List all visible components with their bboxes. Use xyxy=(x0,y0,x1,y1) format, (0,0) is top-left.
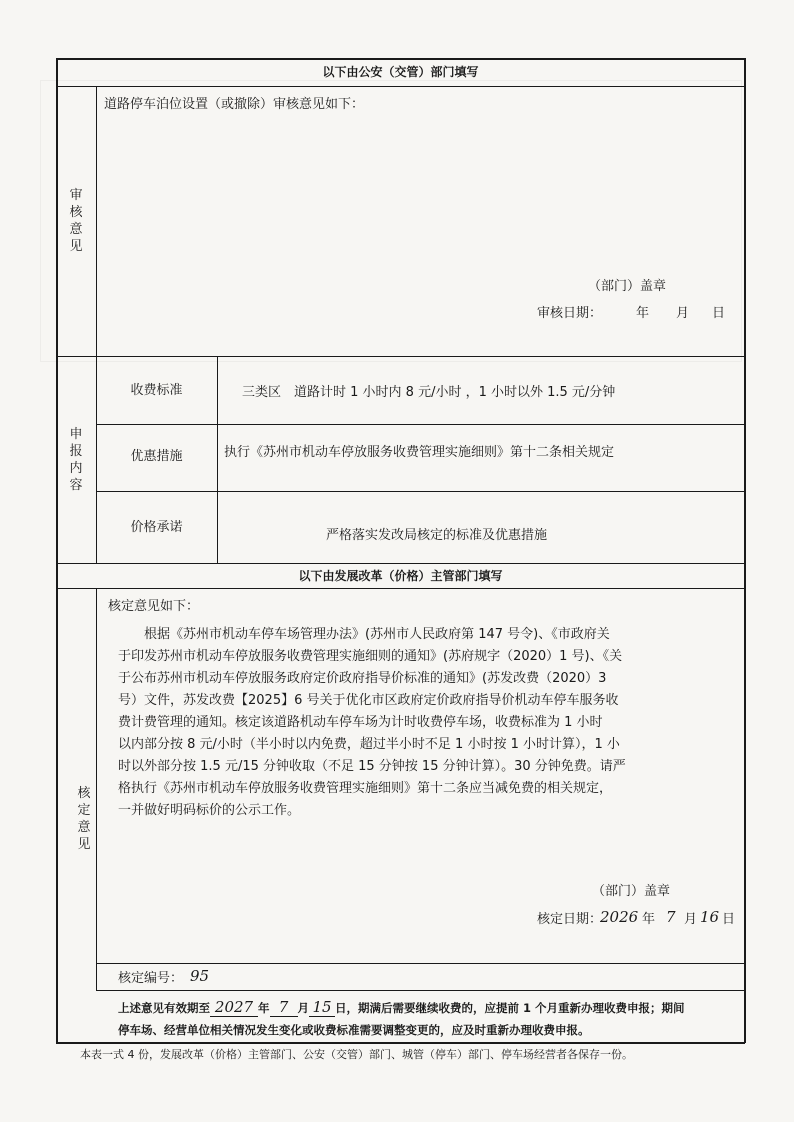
heding-number-label: 核定编号： xyxy=(118,971,184,986)
shenbao-label-discount: 优惠措施 xyxy=(130,449,183,464)
shenhe-seal: （部门）盖章 xyxy=(588,279,667,294)
heding-seal: （部门）盖章 xyxy=(592,884,671,899)
row-sep-2 xyxy=(56,356,745,357)
col-sep-shenbao xyxy=(217,356,218,563)
validity-prefix: 上述意见有效期至 xyxy=(118,1001,210,1015)
heding-date-month: 月 xyxy=(684,912,698,927)
heding-body-line-4: 号）文件，苏发改费【2025】6 号关于优化市区政府定价政府指导价机动车停车服务收 xyxy=(118,693,619,708)
shenbao-side-label: 申报内容 xyxy=(69,427,83,493)
validity-day: 日，期满后需要继续收费的，应提前 1 个月重新办理收费申报；期间 xyxy=(335,1001,685,1015)
shenhe-side-label: 审核意见 xyxy=(69,188,83,254)
heding-body-line-8: 格执行《苏州市机动车停放服务收费管理实施细则》第十二条应当减免费的相关规定， xyxy=(118,781,613,796)
heding-date-year: 年 xyxy=(642,912,656,927)
validity-month: 月 xyxy=(297,1001,309,1015)
shenbao-value-promise: 严格落实发改局核定的标准及优惠措施 xyxy=(326,528,548,543)
heding-body xyxy=(118,624,730,822)
shenbao-label-fee: 收费标准 xyxy=(130,383,183,398)
shenhe-date-month: 月 xyxy=(676,306,690,321)
heding-date-day-value: 16 xyxy=(700,908,720,926)
heding-body-line-1: 根据《苏州市机动车停车场管理办法》(苏州市人民政府第 147 号令)、《市政府关 xyxy=(118,627,610,642)
shenhe-date-day: 日 xyxy=(712,306,726,321)
shenbao-value-fee: 三类区 道路计时 1 小时内 8 元/小时 ，1 小时以外 1.5 元/分钟 xyxy=(242,385,616,400)
heding-date-day: 日 xyxy=(722,912,736,927)
row-sep-4 xyxy=(56,588,745,589)
heding-intro: 核定意见如下： xyxy=(108,599,200,614)
header-gongan: 以下由公安（交管）部门填写 xyxy=(322,65,479,79)
validity-line-1 xyxy=(118,998,685,1017)
col-sep-left-b xyxy=(96,588,97,990)
row-sep-5 xyxy=(96,963,745,964)
validity-year-value: 2027 xyxy=(210,998,258,1017)
heding-date-year-value: 2026 xyxy=(600,908,639,926)
table-border-right xyxy=(744,58,746,1043)
heding-body-line-7: 时以外部分按 1.5 元/15 分钟收取（不足 15 分钟按 15 分钟计算）。30 分钟免费。请严 xyxy=(118,759,626,774)
table-border-left xyxy=(56,58,58,1043)
heding-body-line-9: 一并做好明码标价的公示工作。 xyxy=(118,803,301,818)
heding-side-label: 核定意见 xyxy=(77,786,91,852)
heding-body-line-5: 费计费管理的通知。核定该道路机动车停车场为计时收费停车场，收费标准为 1 小时 xyxy=(118,715,603,730)
shenbao-label-promise: 价格承诺 xyxy=(130,520,183,535)
heding-body-line-3: 于公布苏州市机动车停放服务政府定价政府指导价标准的通知》(苏发改费（2020）3 xyxy=(118,671,607,686)
validity-line-2: 停车场、经营单位相关情况发生变化或收费标准需要调整变更的，应及时重新办理收费申报。 xyxy=(118,1023,590,1037)
validity-year: 年 xyxy=(258,1001,270,1015)
shenhe-intro: 道路停车泊位设置（或撤除）审核意见如下： xyxy=(104,97,365,112)
row-sep-1 xyxy=(56,86,745,87)
row-sep-6 xyxy=(96,990,745,991)
heding-number-value: 95 xyxy=(190,967,210,985)
heding-body-line-6: 以内部分按 8 元/小时（半小时以内免费，超过半小时不足 1 小时按 1 小时计算），1 小 xyxy=(118,737,620,752)
shenbao-value-discount: 执行《苏州市机动车停放服务收费管理实施细则》第十二条相关规定 xyxy=(224,445,615,460)
table-border-top xyxy=(56,58,745,60)
heding-body-line-2: 于印发苏州市机动车停放服务收费管理实施细则的通知》(苏府规字（2020）1 号)、《关 xyxy=(118,649,623,664)
validity-day-value: 15 xyxy=(309,998,335,1017)
shenbao-row-sep-2 xyxy=(96,491,745,492)
shenhe-date-label: 审核日期： xyxy=(537,306,603,321)
validity-month-value: 7 xyxy=(270,998,298,1017)
heding-date-label: 核定日期： xyxy=(537,912,603,927)
table-border-bottom xyxy=(56,1042,745,1044)
shenhe-date-year: 年 xyxy=(636,306,650,321)
row-sep-3 xyxy=(56,563,745,564)
shenbao-row-sep-1 xyxy=(96,424,745,425)
footer-note: 本表一式 4 份，发展改革（价格）主管部门、公安（交管）部门、城管（停车）部门、停车场经营者各保存一份。 xyxy=(80,1048,633,1061)
heding-date-month-value: 7 xyxy=(666,908,676,926)
header-fagai: 以下由发展改革（价格）主管部门填写 xyxy=(298,569,503,583)
